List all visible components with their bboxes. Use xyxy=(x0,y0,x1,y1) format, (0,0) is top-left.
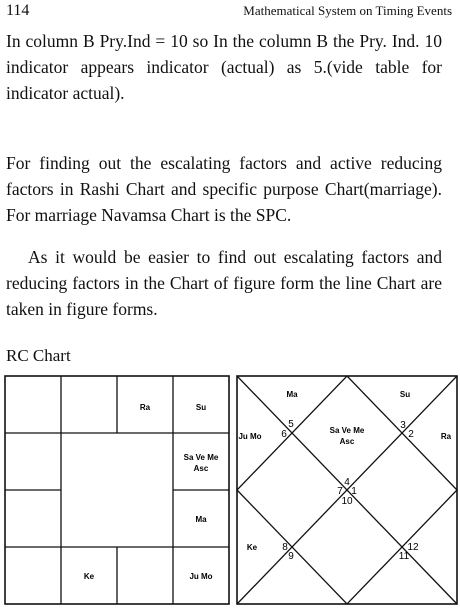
planet-ma: Ma xyxy=(286,390,298,399)
house-5: 5 xyxy=(288,419,294,430)
north-indian-chart xyxy=(236,375,458,605)
paragraph-1: In column B Pry.Ind = 10 so In the column B the Pry. Ind. 10 indicator appears indicator (actual) as 5.(vide table for indicator actual). xyxy=(6,31,442,103)
planet-asc: Asc xyxy=(339,437,355,446)
house-9: 9 xyxy=(288,551,294,562)
cell-ma: Ma xyxy=(195,515,207,524)
house-12: 12 xyxy=(407,542,419,553)
cell-su: Su xyxy=(195,403,207,412)
paragraph-3: As it would be easier to find out escalating factors and reducing factors in the Chart of figure form the line Chart are taken in figure forms. xyxy=(6,247,442,319)
cell-ra: Ra xyxy=(139,403,151,412)
house-2: 2 xyxy=(408,429,414,440)
planet-ke: Ke xyxy=(246,543,258,552)
south-indian-chart xyxy=(4,375,230,605)
planet-sa-ve-me: Sa Ve Me xyxy=(329,426,365,435)
house-8: 8 xyxy=(282,542,288,553)
planet-ju-mo: Ju Mo xyxy=(238,432,262,441)
house-1: 1 xyxy=(351,486,357,497)
running-head: Mathematical System on Timing Events xyxy=(243,3,452,18)
planet-ra: Ra xyxy=(440,432,452,441)
page-number: 114 xyxy=(6,2,30,19)
house-7: 7 xyxy=(337,486,343,497)
house-6: 6 xyxy=(281,429,287,440)
paragraph-2: For finding out the escalating factors and active reducing factors in Rashi Chart and specific purpose Chart(marriage). For marriage Navamsa Chart is the SPC. xyxy=(6,153,442,225)
page-header xyxy=(6,0,456,22)
cell-ke: Ke xyxy=(83,572,95,581)
cell-sa-ve-me: Sa Ve Me xyxy=(183,453,219,462)
cell-ju-mo: Ju Mo xyxy=(189,572,213,581)
house-11: 11 xyxy=(398,551,410,562)
cell-asc: Asc xyxy=(193,464,209,473)
house-4: 4 xyxy=(344,477,350,488)
planet-su: Su xyxy=(399,390,411,399)
chart-caption: RC Chart xyxy=(6,346,71,365)
house-10: 10 xyxy=(341,496,353,507)
house-3: 3 xyxy=(400,420,406,431)
